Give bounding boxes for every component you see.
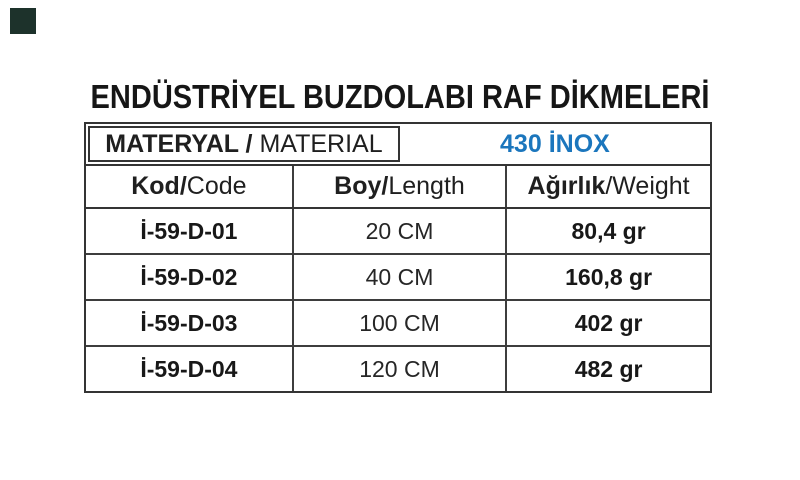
column-header-length-bold: Boy/ (334, 172, 389, 200)
column-header-code (86, 166, 294, 207)
cell-weight: 160,8 gr (565, 263, 653, 290)
cell-weight: 482 gr (574, 355, 643, 382)
cell-length: 120 CM (294, 347, 507, 391)
table-row (86, 301, 710, 347)
column-header-weight-bold: Ağırlık (527, 172, 606, 200)
cell-code: İ-59-D-01 (86, 209, 294, 253)
table-row (86, 347, 710, 391)
cell-length: 100 CM (294, 301, 507, 345)
column-header-code-bold: Kod/ (131, 172, 187, 200)
cell-weight: 402 gr (574, 309, 643, 336)
cell-length: 40 CM (294, 255, 507, 299)
spec-table (84, 122, 712, 393)
page-title: ENDÜSTRİYEL BUZDOLABI RAF DİKMELERİ (90, 78, 710, 115)
column-header-row (86, 166, 710, 209)
table-row (86, 255, 710, 301)
table-row (86, 209, 710, 255)
cell-length: 20 CM (294, 209, 507, 253)
cell-code: İ-59-D-03 (86, 301, 294, 345)
cell-weight: 80,4 gr (571, 217, 646, 244)
material-value: 430 İNOX (500, 129, 610, 158)
column-header-weight-regular: /Weight (605, 172, 690, 200)
corner-mark (10, 8, 36, 34)
column-header-length-regular: Length (388, 172, 465, 200)
material-label-regular: MATERIAL (259, 129, 383, 158)
column-header-code-regular: Code (186, 172, 247, 200)
material-label-box (88, 126, 400, 162)
cell-code: İ-59-D-02 (86, 255, 294, 299)
material-label-bold: MATERYAL / (105, 129, 260, 158)
material-row (86, 124, 710, 166)
column-header-weight (507, 166, 710, 207)
column-header-length (294, 166, 507, 207)
material-label-cell (86, 124, 400, 164)
cell-code: İ-59-D-04 (86, 347, 294, 391)
